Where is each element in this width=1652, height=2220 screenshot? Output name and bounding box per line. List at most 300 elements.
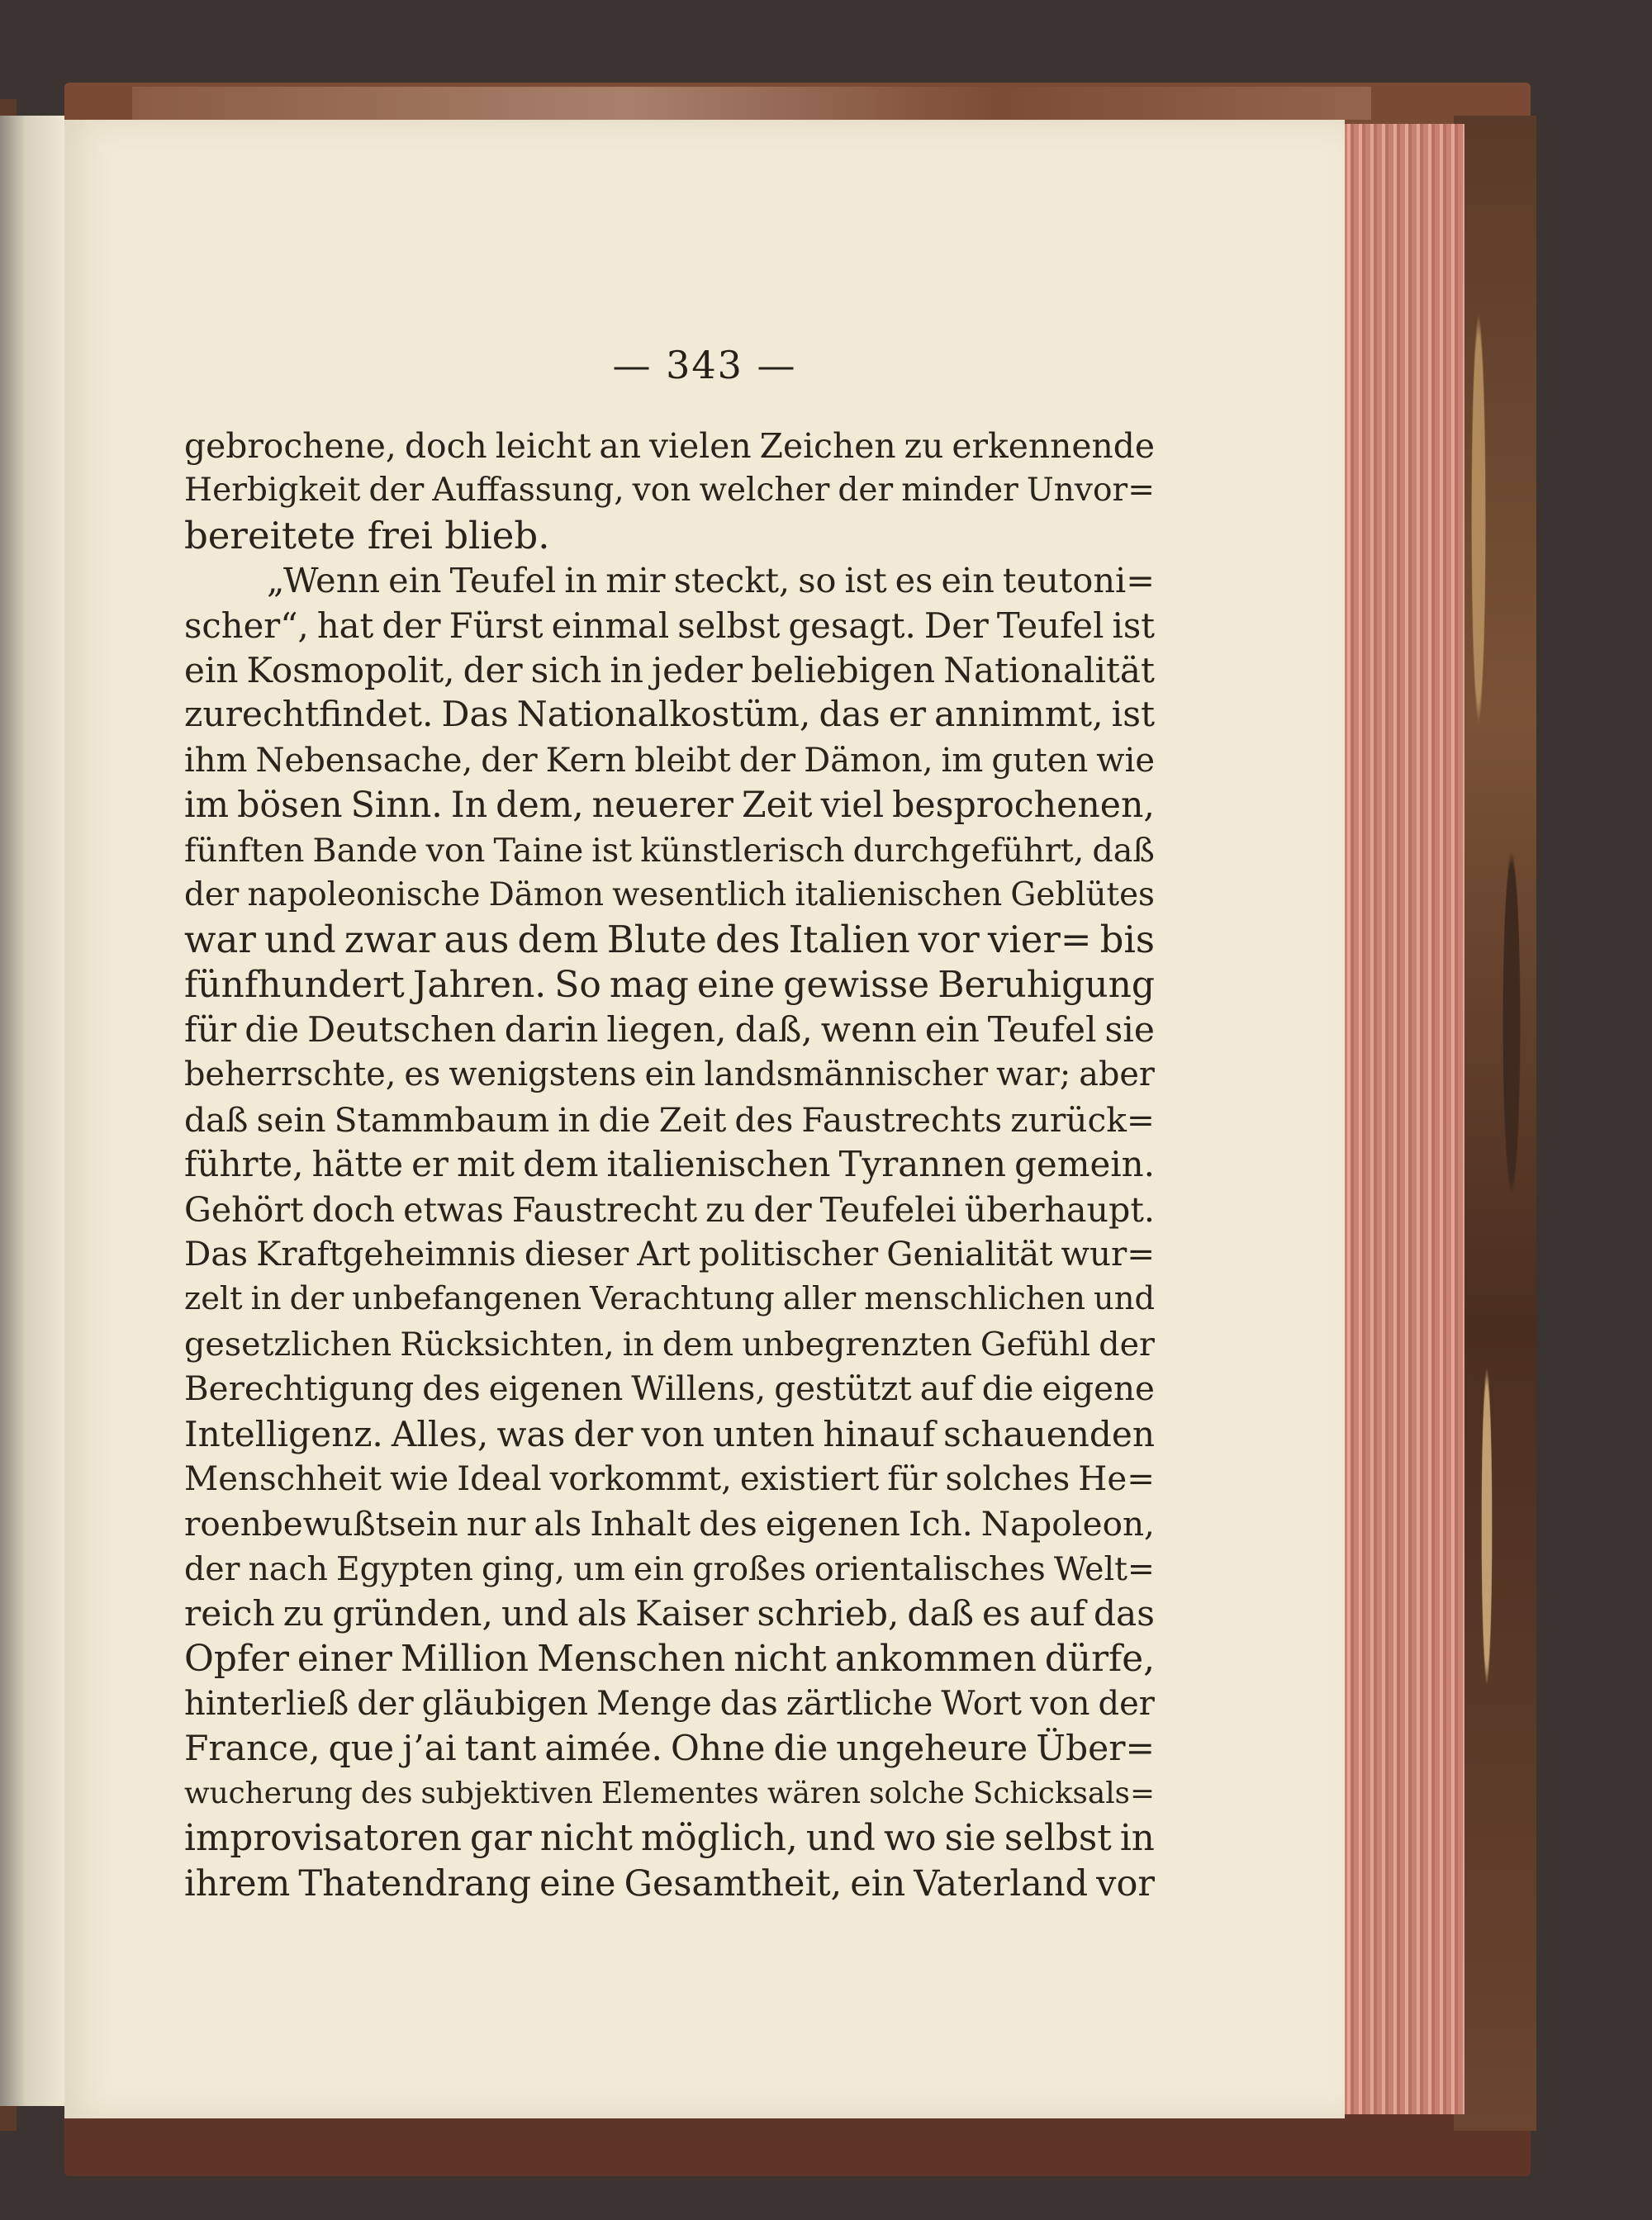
text-line [184, 1232, 1155, 1277]
word: Herbigkeit [184, 472, 361, 510]
word: roenbewußtsein [184, 1504, 458, 1544]
word: nicht [733, 1637, 827, 1680]
word: möglich, [640, 1818, 798, 1860]
word: die [773, 1728, 828, 1769]
word: wucherung [184, 1776, 353, 1810]
word: Dämon [488, 875, 604, 913]
word: daß [184, 1099, 249, 1140]
word: Nationalität [943, 649, 1155, 690]
word: He= [1078, 1459, 1155, 1498]
word: des [422, 1369, 481, 1409]
word: Genialität [886, 1235, 1053, 1274]
word: das [719, 1684, 778, 1723]
word: ist [1111, 695, 1155, 736]
text-line [184, 1367, 1155, 1411]
word: und [501, 1593, 569, 1634]
word: und [263, 918, 336, 962]
word: des [734, 1099, 794, 1140]
word: dem [523, 1144, 599, 1185]
word: Taine [493, 831, 584, 870]
word: teutoni= [1002, 561, 1155, 601]
word: jeder [652, 649, 743, 690]
text-line [184, 1277, 1155, 1321]
line-text: bereitete frei blieb. [184, 513, 550, 557]
word: der [368, 472, 425, 510]
word: eine [696, 963, 776, 1006]
word: ein [850, 1862, 906, 1905]
word: einmal [551, 605, 670, 646]
word: fünften [184, 831, 305, 870]
word: gar [469, 1818, 532, 1860]
word: dem [517, 918, 599, 962]
word: Ich. [908, 1504, 973, 1544]
word: nach [248, 1549, 328, 1588]
word: sie [1104, 1009, 1155, 1051]
word: Gesamtheit, [624, 1862, 843, 1905]
word: Teufel [449, 561, 557, 601]
word: Zeit [741, 785, 813, 827]
word: des [699, 1504, 757, 1544]
word: Elementes [601, 1776, 759, 1810]
text-line [184, 1052, 1155, 1097]
word: steckt, [673, 561, 790, 601]
word: für [887, 1459, 938, 1498]
word: um [573, 1549, 625, 1588]
text-line [184, 514, 1155, 558]
word: Auffassung, [432, 472, 624, 510]
word: Teufel [996, 605, 1104, 646]
word: der [184, 1549, 240, 1588]
word: Zeit [658, 1099, 727, 1140]
word: in [250, 1280, 282, 1318]
word: Kosmopolit, [246, 649, 455, 690]
word: ein [924, 1009, 980, 1051]
text-line [184, 1772, 1155, 1816]
word: aimée. [544, 1728, 663, 1769]
word: wo [883, 1818, 937, 1860]
word: zu [904, 426, 944, 466]
word: Kaiser [635, 1593, 749, 1634]
word: selbst [1004, 1818, 1112, 1860]
body-text [184, 424, 1155, 1906]
word: doch [311, 1189, 396, 1230]
word: gewisse [783, 963, 930, 1006]
word: Opfer [184, 1637, 289, 1680]
word: das [1093, 1593, 1155, 1634]
word: ankommen [834, 1637, 1037, 1680]
word: vor [1096, 1862, 1155, 1905]
word: von [632, 472, 691, 510]
word: So [554, 963, 601, 1006]
word: hat [316, 605, 374, 646]
word: Fürst [449, 605, 544, 646]
word: ungeheure [836, 1728, 1028, 1769]
word: Art [637, 1235, 691, 1274]
marbled-cover-edge [1454, 116, 1536, 2131]
word: ist [844, 561, 887, 601]
word: gebrochene, [184, 426, 396, 466]
word: Geblütes [1010, 875, 1155, 913]
word: Bande [312, 831, 418, 870]
word: und [1094, 1280, 1155, 1318]
word: erkennende [952, 426, 1155, 466]
word: Deutschen [307, 1009, 496, 1051]
word: in [564, 561, 598, 601]
word: Alles, [391, 1413, 489, 1454]
word: scher“, [184, 605, 309, 646]
word: Faustrecht [511, 1189, 698, 1230]
word: Vaterland [914, 1862, 1089, 1905]
word: führte, [184, 1144, 304, 1185]
word: künstlerisch [640, 831, 845, 870]
word: von [641, 1413, 705, 1454]
word: wesentlich [612, 875, 787, 913]
word: Zeichen [759, 426, 896, 466]
word: auf [1028, 1593, 1085, 1634]
word: durchgeführt, [852, 831, 1085, 870]
word: gestützt [774, 1369, 912, 1409]
text-line [184, 1142, 1155, 1187]
word: er [888, 695, 927, 736]
word: Sinn. [350, 785, 443, 827]
word: sein [256, 1099, 326, 1140]
word: Faustrechts [801, 1099, 1003, 1140]
word: vier= [987, 918, 1092, 962]
text-line [184, 424, 1155, 468]
word: unbegrenzten [742, 1325, 972, 1364]
word: war [184, 918, 256, 962]
text-line [184, 648, 1155, 693]
text-line [184, 1591, 1155, 1636]
word: schauenden [943, 1413, 1155, 1454]
text-line [184, 1322, 1155, 1367]
word: Egypten [335, 1549, 473, 1588]
word: unten [712, 1413, 815, 1454]
word: Ohne [671, 1728, 766, 1769]
word: mir [605, 561, 666, 601]
word: gemein. [1014, 1144, 1155, 1185]
word: zurück= [1010, 1099, 1155, 1140]
word: so [798, 561, 837, 601]
word: wären [767, 1776, 862, 1810]
word: Über= [1036, 1728, 1155, 1769]
word: menschlichen [864, 1280, 1086, 1318]
word: aber [1079, 1055, 1155, 1094]
word: in [558, 1099, 591, 1140]
word: ein [633, 1549, 685, 1588]
word: Italien [788, 918, 910, 962]
word: bis [1099, 918, 1155, 962]
word: wenigstens [449, 1055, 637, 1094]
word: Napoleon, [980, 1504, 1155, 1544]
text-line [184, 1501, 1155, 1546]
page-number-header [64, 343, 1345, 387]
word: ging, [482, 1549, 566, 1588]
word: daß [907, 1593, 974, 1634]
text-line [184, 1816, 1155, 1861]
word: für [184, 1009, 237, 1051]
text-line [184, 1862, 1155, 1906]
word: der [573, 1413, 634, 1454]
text-line [184, 1412, 1155, 1457]
word: Teufel [987, 1009, 1097, 1051]
text-line [184, 1457, 1155, 1501]
word: Verachtung [590, 1280, 775, 1318]
word: wie [390, 1459, 449, 1498]
cover-top-edge [132, 87, 1371, 120]
word: im [941, 741, 984, 780]
text-line [184, 1547, 1155, 1591]
word: der [357, 1684, 414, 1723]
left-page-edge [0, 116, 64, 2106]
text-line [184, 873, 1155, 918]
word: hinauf [823, 1413, 936, 1454]
word: reich [184, 1593, 275, 1634]
word: er [411, 1144, 449, 1185]
text-line [184, 918, 1155, 962]
word: In [450, 785, 488, 827]
word: aus [444, 918, 510, 962]
page-number: — 343 — [612, 343, 797, 387]
word: ist [591, 831, 633, 870]
word: es [895, 561, 933, 601]
word: von [1030, 1684, 1090, 1723]
word: zu [705, 1189, 746, 1230]
word: an [599, 426, 641, 466]
word: ein [644, 1055, 696, 1094]
word: des [361, 1776, 413, 1810]
word: Ideal [457, 1459, 542, 1498]
word: Intelligenz. [184, 1413, 383, 1454]
word: beliebigen [751, 649, 936, 690]
word: gründen, [332, 1593, 493, 1634]
word: selbst [677, 605, 781, 646]
word: Gefühl [980, 1325, 1091, 1364]
word: zärtliche [786, 1684, 933, 1723]
word: doch [404, 426, 487, 466]
word: die [981, 1369, 1034, 1409]
text-line [184, 738, 1155, 783]
word: improvisatoren [184, 1818, 462, 1860]
word: ein [184, 649, 239, 690]
word: darin [504, 1009, 599, 1051]
word: France, [184, 1728, 320, 1769]
word: „Wenn [267, 561, 381, 601]
word: annimmt, [934, 695, 1104, 736]
word: der [382, 605, 441, 646]
word: der [289, 1280, 344, 1318]
word: liegen, [606, 1009, 727, 1051]
word: des [714, 918, 781, 962]
word: eigene [1042, 1369, 1155, 1409]
word: politischer [698, 1235, 879, 1274]
word: überhaupt. [964, 1189, 1155, 1230]
word: guten [991, 741, 1089, 780]
word: als [534, 1504, 582, 1544]
text-line [184, 693, 1155, 738]
word: italienischen [795, 875, 1003, 913]
word: napoleonische [247, 875, 481, 913]
word: Stammbaum [334, 1099, 550, 1140]
word: leicht [495, 426, 591, 466]
word: und [805, 1818, 876, 1860]
text-line [184, 1008, 1155, 1052]
text-line [184, 1098, 1155, 1142]
word: der [1098, 1684, 1155, 1723]
word: in [1119, 1818, 1155, 1860]
word: vielen [649, 426, 752, 466]
word: subjektiven [420, 1776, 593, 1810]
word: Nationalkostüm, [516, 695, 811, 736]
text-line [184, 1188, 1155, 1232]
word: auf [919, 1369, 974, 1409]
word: nur [466, 1504, 526, 1544]
word: j’ai [402, 1728, 457, 1769]
word: eigenen [488, 1369, 624, 1409]
word: solche [869, 1776, 965, 1810]
word: landsmännischer [704, 1055, 989, 1094]
word: sie [944, 1818, 996, 1860]
word: Rücksichten, [400, 1325, 615, 1364]
word: italienischen [606, 1144, 831, 1185]
word: es [404, 1055, 441, 1094]
word: von [425, 831, 486, 870]
text-line [184, 1682, 1155, 1726]
word: ist [1112, 605, 1155, 646]
word: Nebensache, [255, 741, 473, 780]
word: die [244, 1009, 300, 1051]
text-line [184, 604, 1155, 648]
text-line [184, 963, 1155, 1008]
word: Menschen [537, 1637, 726, 1680]
page-block-edge [1342, 124, 1464, 2114]
word: einer [297, 1637, 392, 1680]
word: Blute [606, 918, 707, 962]
word: in [610, 649, 644, 690]
word: gesagt. [788, 605, 916, 646]
word: zu [282, 1593, 325, 1634]
word: zwar [344, 918, 436, 962]
word: existiert [739, 1459, 880, 1498]
word: tant [464, 1728, 537, 1769]
word: gesetzlichen [184, 1325, 392, 1364]
word: aller [782, 1280, 857, 1318]
text-line [184, 468, 1155, 513]
word: Das [184, 1235, 249, 1274]
word: Menschheit [184, 1459, 382, 1498]
word: es [982, 1593, 1021, 1634]
word: Wort [941, 1684, 1023, 1723]
word: wie [1096, 741, 1155, 780]
word: orientalisches [814, 1549, 1046, 1588]
word: minder [901, 472, 1018, 510]
word: dem, [496, 785, 584, 827]
word: schrieb, [757, 1593, 900, 1634]
word: bleibt [634, 741, 731, 780]
word: wur= [1061, 1235, 1155, 1274]
word: Inhalt [590, 1504, 691, 1544]
word: eine [539, 1862, 616, 1905]
word: Willens, [631, 1369, 767, 1409]
word: zurechtfindet. [184, 695, 434, 736]
word: Berechtigung [184, 1369, 415, 1409]
word: der [838, 472, 894, 510]
word: zelt [184, 1280, 243, 1318]
word: hinterließ [184, 1684, 349, 1723]
word: Thatendrang [298, 1862, 532, 1905]
word: daß [1092, 831, 1155, 870]
word: sich [530, 649, 602, 690]
word: großes [692, 1549, 806, 1588]
word: Tyrannen [838, 1144, 1007, 1185]
word: Schicksals= [972, 1776, 1155, 1810]
word: gläubigen [421, 1684, 589, 1723]
word: Das [441, 695, 509, 736]
word: fünfhundert [184, 963, 405, 1006]
word: unbefangenen [352, 1280, 582, 1318]
word: im [184, 785, 230, 827]
word: etwas [403, 1189, 504, 1230]
text-line [184, 828, 1155, 873]
word: mit [457, 1144, 515, 1185]
word: das [819, 695, 881, 736]
word: der [481, 741, 538, 780]
word: wenn [820, 1009, 917, 1051]
text-line [184, 783, 1155, 828]
word: die [598, 1099, 651, 1140]
word: in [622, 1325, 654, 1364]
word: der [184, 875, 240, 913]
word: Gehört [184, 1189, 304, 1230]
word: vorkommt, [549, 1459, 732, 1498]
word: Beruhigung [938, 963, 1155, 1006]
word: Teufelei [819, 1189, 957, 1230]
word: ein [388, 561, 442, 601]
book-page [64, 120, 1345, 2118]
word: Kern [545, 741, 627, 780]
word: ihm [184, 741, 248, 780]
word: was [496, 1413, 566, 1454]
text-line [184, 1637, 1155, 1682]
word: Welt= [1053, 1549, 1155, 1588]
word: dürfe, [1044, 1637, 1155, 1680]
word: der [738, 741, 796, 780]
word: war; [996, 1055, 1071, 1094]
word: Unvor= [1026, 472, 1155, 510]
word: der [753, 1189, 812, 1230]
word: bösen [237, 785, 343, 827]
word: als [577, 1593, 628, 1634]
word: mag [609, 963, 689, 1006]
word: ihrem [184, 1862, 291, 1905]
word: dieser [524, 1235, 629, 1274]
word: viel [820, 785, 885, 827]
word: Dämon, [804, 741, 933, 780]
word: hätte [311, 1144, 404, 1185]
word: der [463, 649, 523, 690]
word: Der [923, 605, 989, 646]
word: besprochenen, [892, 785, 1155, 827]
word: vor [918, 918, 980, 962]
word: neuerer [591, 785, 733, 827]
text-line [184, 558, 1155, 603]
word: welcher [699, 472, 830, 510]
word: Million [400, 1637, 529, 1680]
word: Kraftgeheimnis [256, 1235, 516, 1274]
word: der [1099, 1325, 1155, 1364]
word: ein [941, 561, 995, 601]
word: dem [662, 1325, 734, 1364]
